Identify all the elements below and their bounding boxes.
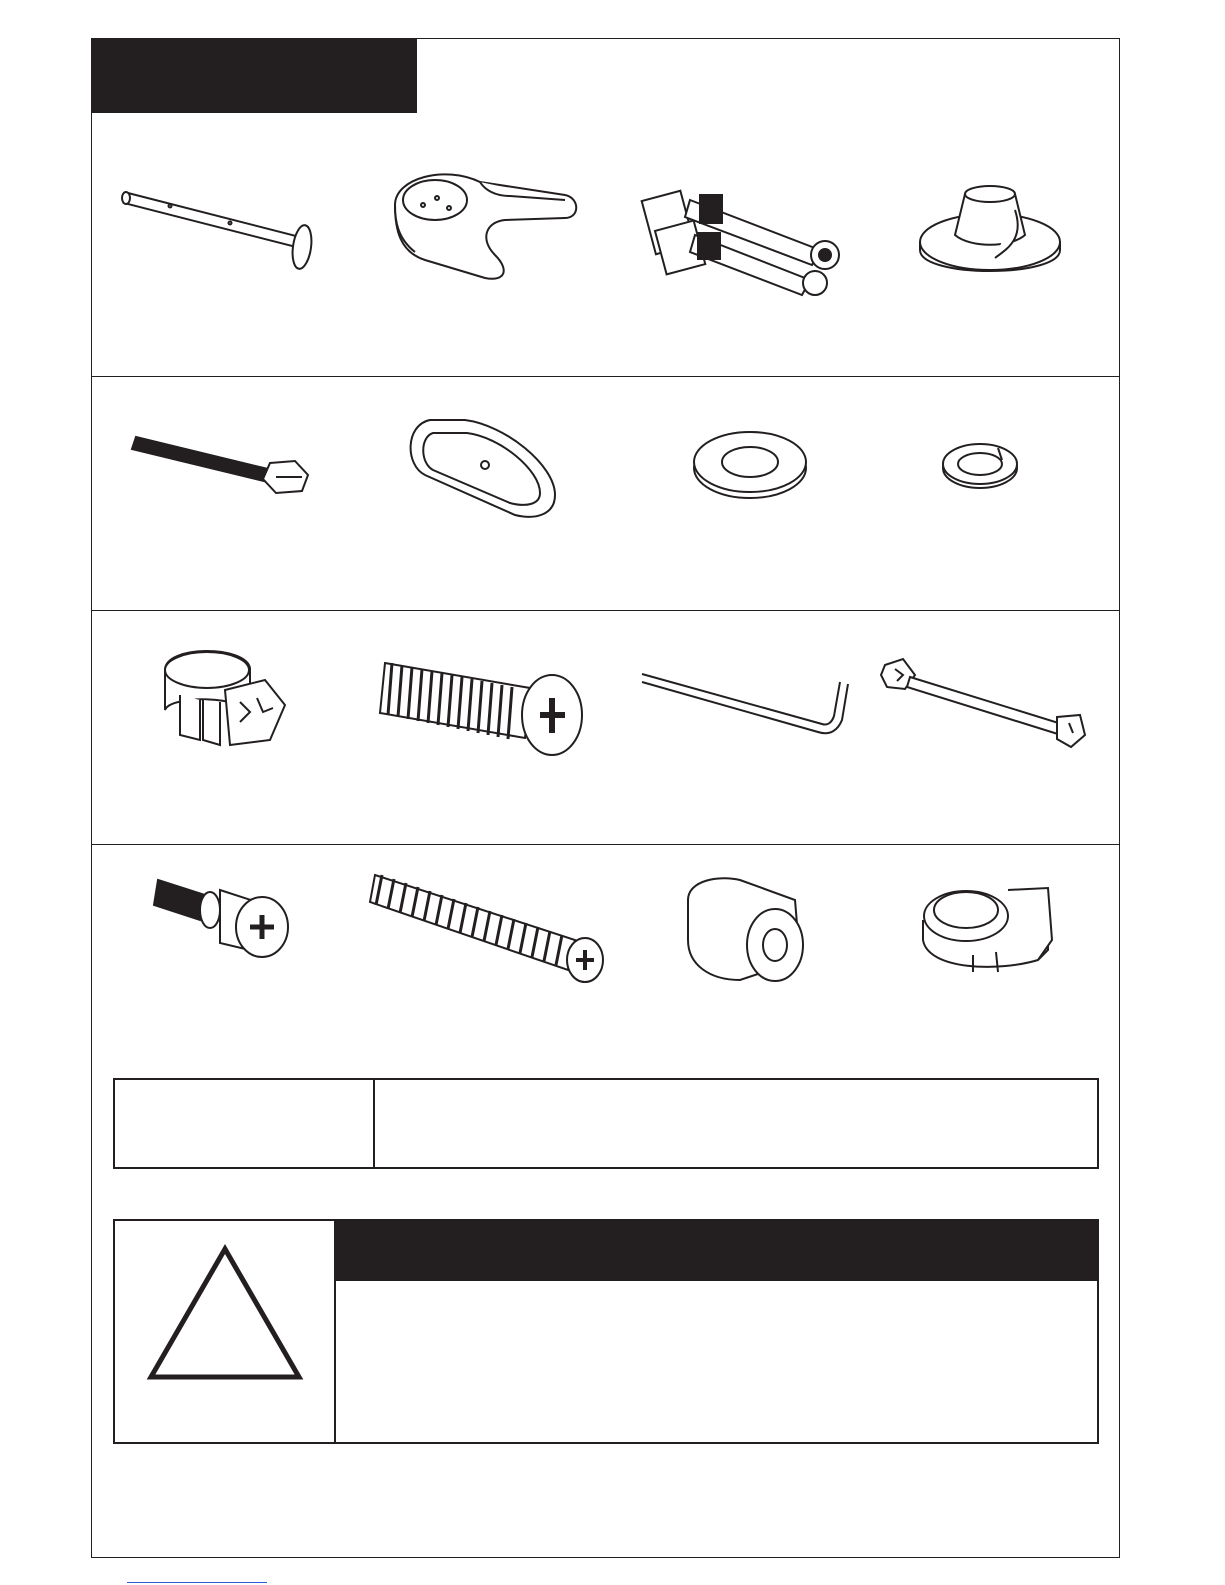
row-divider: [91, 844, 1120, 845]
countersunk-screw-icon: [380, 643, 590, 758]
pole-cap-icon: [918, 880, 1058, 980]
thumb-screw-icon: [150, 875, 300, 965]
info-table: [113, 1078, 1099, 1169]
part-pole: [120, 185, 330, 275]
part-cable-clip: [155, 640, 295, 755]
part-long-machine-screw: [370, 870, 610, 985]
part-lock-washer: [940, 438, 1020, 493]
lock-washer-icon: [940, 438, 1020, 493]
part-grommet-plate: [405, 415, 565, 525]
section-header-bar: [91, 38, 417, 113]
row-divider: [91, 376, 1120, 377]
open-end-wrench-icon: [875, 655, 1090, 750]
grommet-plate-icon: [405, 415, 565, 525]
part-pole-cap: [918, 880, 1058, 980]
warning-triangle-icon: [145, 1243, 305, 1383]
warning-header-bar: [336, 1221, 1097, 1281]
pole-icon: [120, 185, 330, 275]
warning-box: [113, 1219, 1099, 1444]
footer-link-underline[interactable]: [127, 1582, 267, 1583]
flat-washer-icon: [690, 430, 810, 500]
part-dual-monitor-arm: [640, 155, 860, 305]
cable-clip-icon: [155, 640, 295, 755]
part-open-end-wrench: [875, 655, 1090, 750]
long-hex-bolt-icon: [130, 425, 320, 505]
spacer-icon: [680, 870, 810, 985]
part-long-hex-bolt: [130, 425, 320, 505]
dual-monitor-arm-icon: [640, 155, 860, 305]
part-spacer: [680, 870, 810, 985]
base-cover-icon: [915, 180, 1065, 280]
row-divider: [91, 610, 1120, 611]
long-machine-screw-icon: [370, 870, 610, 985]
part-flat-washer: [690, 430, 810, 500]
info-table-divider: [373, 1080, 375, 1167]
part-countersunk-screw: [380, 643, 590, 758]
c-clamp-base-icon: [385, 160, 585, 290]
part-base-cover: [915, 180, 1065, 280]
part-c-clamp-base: [385, 160, 585, 290]
part-thumb-screw: [150, 875, 300, 965]
part-allen-key: [640, 672, 850, 742]
allen-key-icon: [640, 672, 850, 742]
